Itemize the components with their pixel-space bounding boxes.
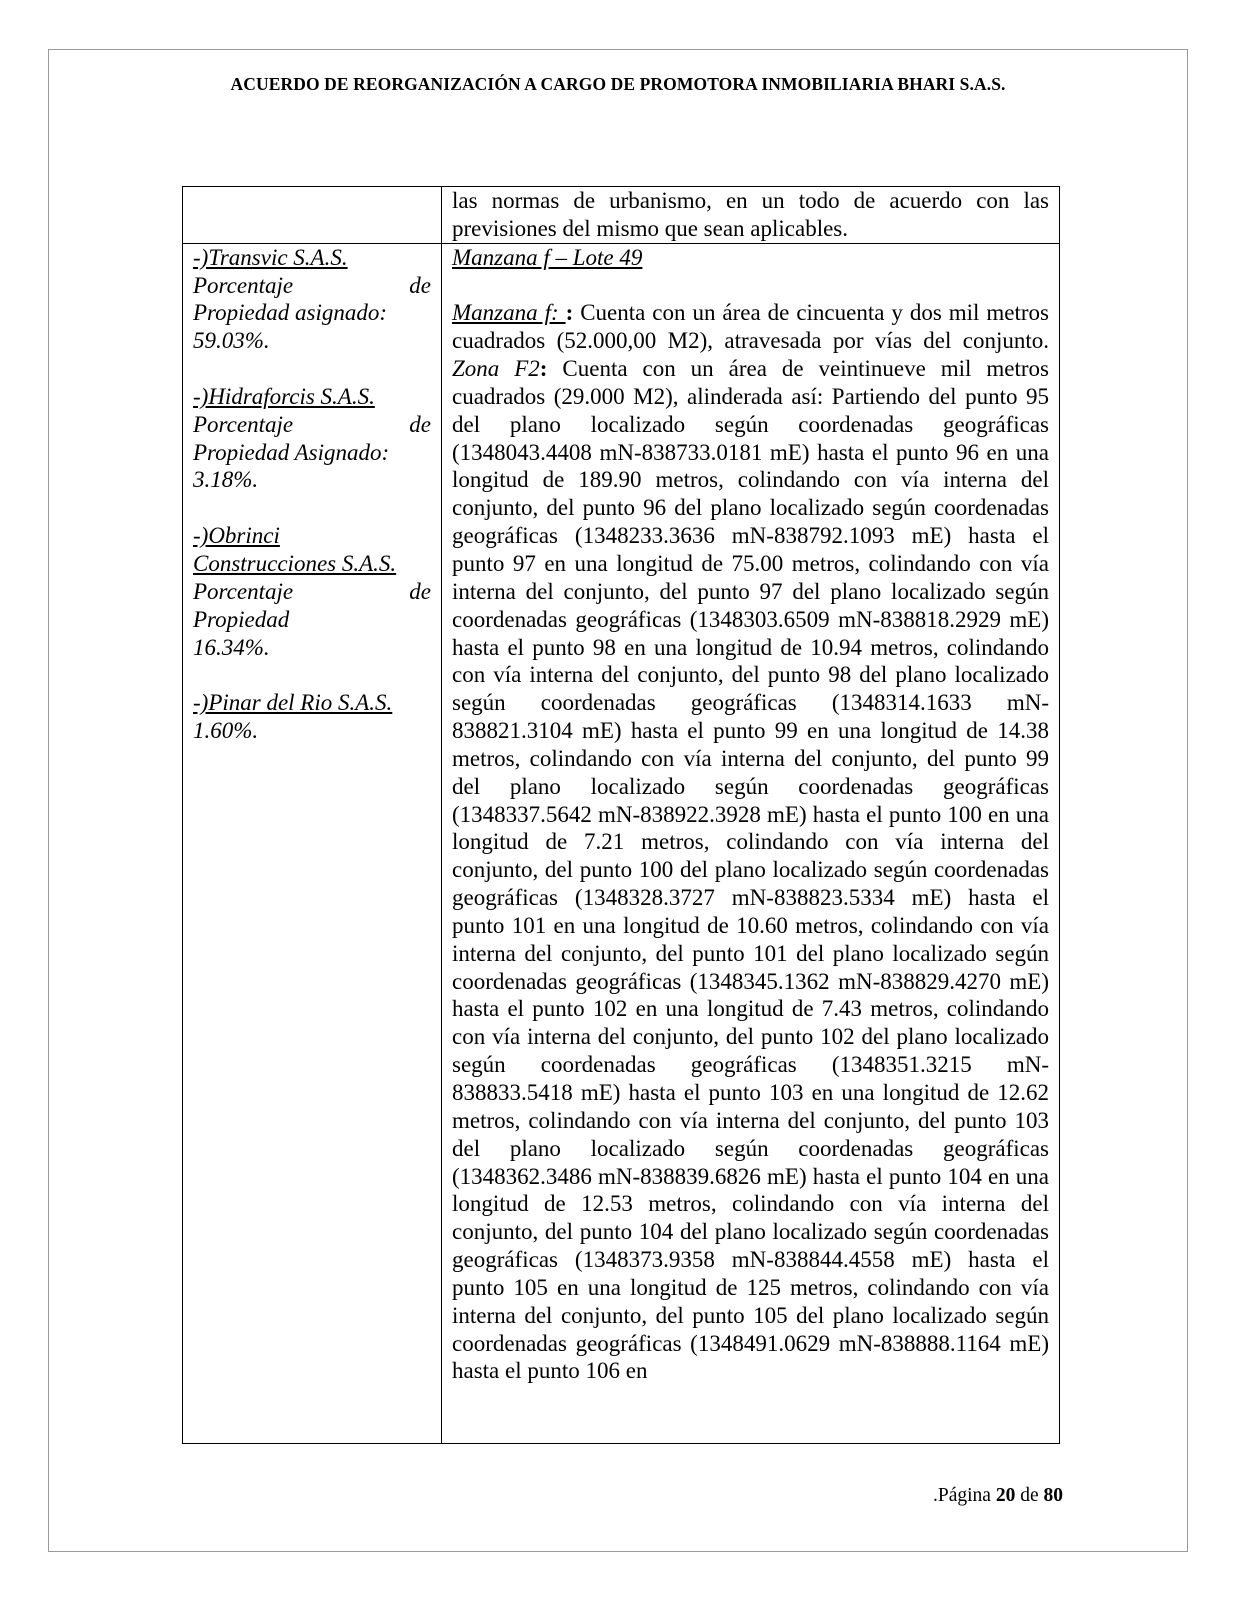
owner-label: de — [409, 411, 431, 437]
owner-label: Propiedad — [193, 606, 290, 632]
owner-label: de — [409, 578, 431, 604]
page-total: 80 — [1043, 1485, 1063, 1506]
table-cell-text: las normas de urbanismo, en un todo de acuerdo con las previsiones del mismo que sean aplicables. — [442, 187, 1060, 244]
owner-label-line — [193, 578, 431, 606]
owner-block — [193, 244, 431, 355]
spacer — [452, 272, 1049, 300]
owner-name: -)Obrinci — [193, 523, 280, 549]
area-text: Cuenta con un área de cincuenta y dos mil metros cuadrados (52.000,00 M2), atravesada por vías del conjunto. — [452, 300, 1049, 354]
owner-label: de — [409, 272, 431, 298]
owner-percentage: 3.18%. — [193, 467, 259, 493]
owner-block — [193, 522, 431, 661]
owner-label-line — [193, 411, 431, 439]
page-current: 20 — [995, 1485, 1016, 1506]
description-cell — [442, 243, 1060, 1443]
page-of: de — [1015, 1485, 1044, 1506]
page-number — [933, 1485, 1063, 1507]
table-cell-empty — [183, 187, 442, 244]
spacer — [193, 494, 431, 522]
spacer — [193, 355, 431, 383]
owners-cell — [183, 243, 442, 1443]
lot-heading: Manzana f – Lote 49 — [452, 244, 643, 270]
owner-label-line — [193, 272, 431, 300]
document-header-title: ACUERDO DE REORGANIZACIÓN A CARGO DE PROMOTORA INMOBILIARIA BHARI S.A.S. — [230, 74, 1006, 94]
owner-label: Porcentaje — [193, 272, 294, 298]
owner-block — [193, 383, 431, 494]
spacer — [193, 661, 431, 689]
table-row — [183, 187, 1060, 244]
owner-label: Propiedad Asignado: — [193, 439, 390, 465]
owner-name: Construcciones S.A.S. — [193, 550, 397, 576]
colon: : — [565, 300, 574, 326]
owner-label: Porcentaje — [193, 411, 294, 437]
owner-label: Propiedad asignado: — [193, 300, 387, 326]
table-row — [183, 243, 1060, 1443]
owner-percentage: 16.34%. — [193, 634, 270, 660]
owner-name: -)Pinar del Rio S.A.S. — [193, 690, 393, 716]
boundary-text: Cuenta con un área de veintinueve mil metros cuadrados (29.000 M2), alinderada así: Partiendo del punto 95 del plano localizado según coordenadas geográficas (1348043.4408 mN-838733.0181 mE) hasta el punto 96 en una longitud de 189.90 metros, colindando con vía interna del conjunto, del punto 96 del plano localizado según coordenadas geográficas (1348233.3636 mN-838792.1093 mE) hasta el punto 97 en una longitud de 75.00 metros, colindando con vía interna del conjunto, del punto 97 del plano localizado según coordenadas geográficas (1348303.6509 mN-838818.2929 mE) hasta el punto 98 en una longitud de 10.94 metros, colindando con vía interna del conjunto, del punto 98 del plano localizado según coordenadas geográficas (1348314.1633 mN-838821.3104 mE) hasta el punto 99 en una longitud de 14.38 metros, colindando con vía interna del conjunto, del punto 99 del plano localizado según coordenadas geográficas (1348337.5642 mN-838922.3928 mE) hasta el punto 100 en una longitud de 7.21 metros, colindando con vía interna del conjunto, del punto 100 del plano localizado según coordenadas geográficas (1348328.3727 mN-838823.5334 mE) hasta el punto 101 en una longitud de 10.60 metros, colindando con vía interna del conjunto, del punto 101 del plano localizado según coordenadas geográficas (1348345.1362 mN-838829.4270 mE) hasta el punto 102 en una longitud de 7.43 metros, colindando con vía interna del conjunto, del punto 102 del plano localizado según coordenadas geográficas (1348351.3215 mN-838833.5418 mE) hasta el punto 103 en una longitud de 12.62 metros, colindando con vía interna del conjunto, del punto 103 del plano localizado según coordenadas geográficas (1348362.3486 mN-838839.6826 mE) hasta el punto 104 en una longitud de 12.53 metros, colindando con vía interna del conjunto, del punto 104 del plano localizado según coordenadas geográficas (1348373.9358 mN-838844.4558 mE) hasta el punto 105 en una longitud de 125 metros, colindando con vía interna del conjunto, del punto 105 del plano localizado según coordenadas geográficas (1348491.0629 mN-838888.1164 mE) hasta el punto 106 en — [452, 356, 1049, 1384]
owner-percentage: 1.60%. — [193, 718, 259, 744]
manzana-label: Manzana f: — [452, 300, 566, 326]
boundary-description — [452, 299, 1049, 1385]
property-table — [182, 186, 1060, 1444]
owner-percentage: 59.03%. — [193, 328, 270, 354]
owner-block — [193, 689, 431, 745]
zona-label: Zona F2 — [452, 356, 540, 382]
owner-label: Porcentaje — [193, 578, 294, 604]
owner-name: -)Transvic S.A.S. — [193, 244, 348, 270]
page-label: .Página — [933, 1485, 996, 1506]
colon: : — [539, 356, 548, 382]
owner-name: -)Hidraforcis S.A.S. — [193, 383, 375, 409]
